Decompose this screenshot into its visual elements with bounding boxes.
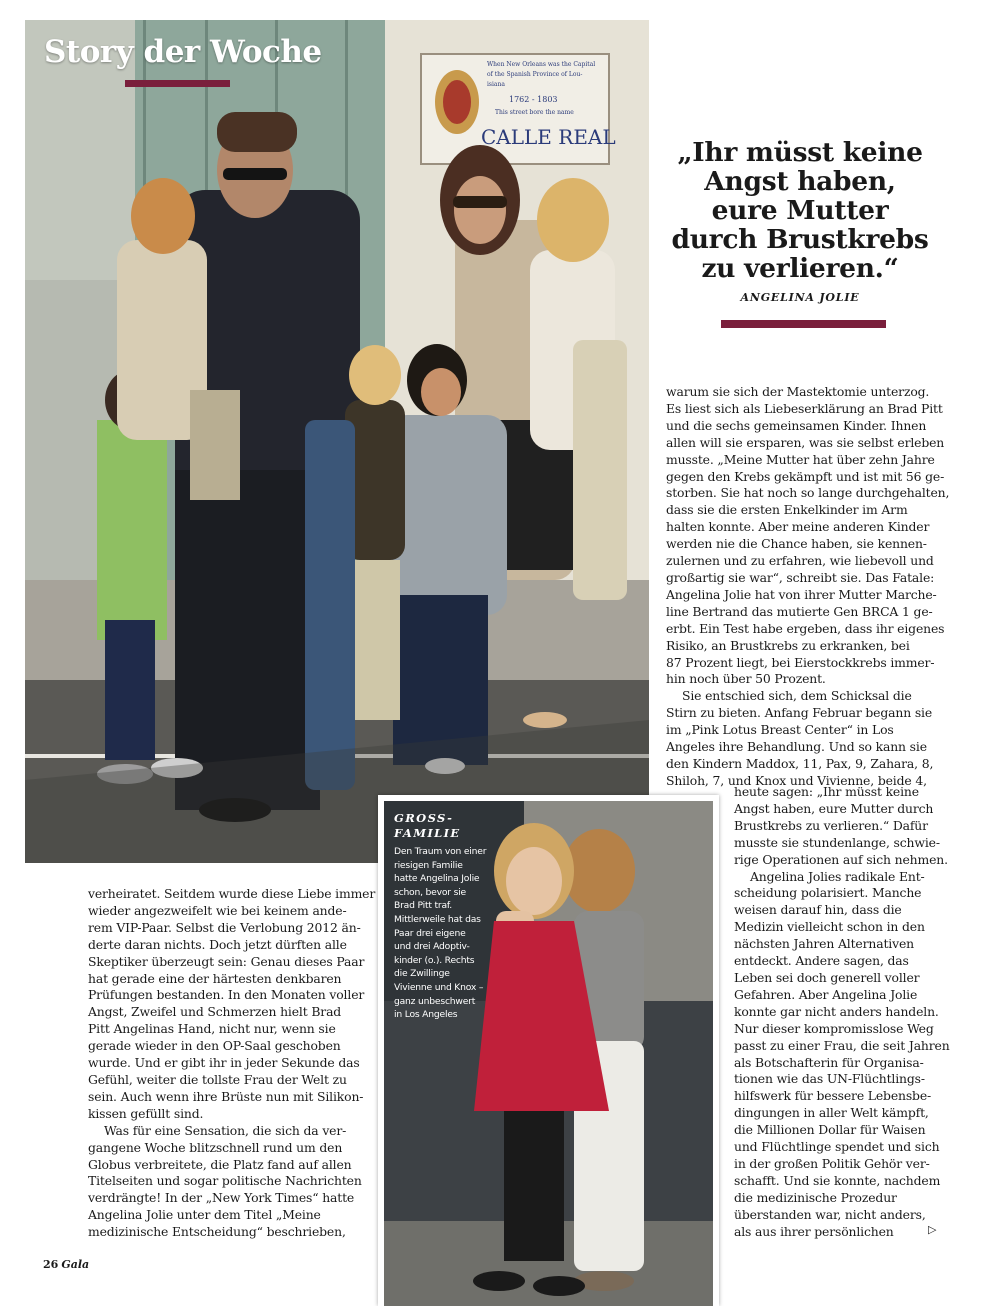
text-line: halten konnte. Aber meine anderen Kinder bbox=[666, 519, 930, 535]
text-line: Globus verbreitete, die Platz fand auf allen bbox=[88, 1156, 352, 1172]
text-line: als Botschafterin für Organisa- bbox=[734, 1054, 924, 1070]
sign-line-4: 1762 - 1803 bbox=[509, 95, 558, 104]
caption-line: kinder (o.). Rechts bbox=[394, 954, 475, 966]
text-line: gegen den Krebs gekämpft und ist mit 56 ge- bbox=[666, 468, 945, 484]
text-line: verdrängte! In der „New York Times“ hatte bbox=[88, 1190, 355, 1206]
text-line: Sie entschied sich, dem Schicksal die bbox=[682, 688, 912, 704]
caption-heading-line: GROSS- bbox=[394, 811, 454, 825]
main-photo bbox=[25, 20, 649, 863]
text-line: medizinische Entscheidung“ beschrieben, bbox=[88, 1224, 346, 1240]
text-line: musste sie stundenlange, schwie- bbox=[734, 834, 940, 850]
text-line: Angelina Jolie hat von ihrer Mutter Marche- bbox=[666, 586, 937, 602]
pull-quote-line: zu verlieren.“ bbox=[701, 253, 899, 284]
text-line: kissen gefüllt sind. bbox=[88, 1105, 204, 1121]
family-street-photo bbox=[25, 20, 649, 863]
caption-line: Den Traum von einer bbox=[394, 846, 487, 857]
caption-line: hatte Angelina Jolie bbox=[394, 873, 480, 885]
text-line: überstanden war, nicht anders, bbox=[734, 1206, 926, 1222]
text-line: großartig sie war“, schreibt sie. Das Fatale: bbox=[666, 569, 935, 585]
text-line: Stirn zu bieten. Anfang Februar begann sie bbox=[666, 705, 933, 721]
pull-quote-line: durch Brustkrebs bbox=[671, 224, 929, 255]
caption-line: schon, bevor sie bbox=[394, 886, 466, 898]
text-line: rige Operationen auf sich nehmen. bbox=[734, 851, 948, 867]
text-line: weisen darauf hin, dass die bbox=[734, 902, 902, 918]
sign-line-2: of the Spanish Province of Lou- bbox=[487, 71, 583, 78]
text-line: sein. Auch wenn ihre Brüste nun mit Silikon- bbox=[88, 1088, 364, 1104]
text-line: wurde. Und er gibt ihr in jeder Sekunde das bbox=[88, 1055, 360, 1071]
paragraph bbox=[666, 688, 946, 789]
text-line: die Millionen Dollar für Waisen bbox=[734, 1122, 926, 1138]
paragraph bbox=[734, 784, 949, 869]
text-line: nächsten Jahren Alternativen bbox=[734, 936, 914, 952]
text-line: den Kindern Maddox, 11, Pax, 9, Zahara, 8, bbox=[666, 755, 934, 771]
text-line: 87 Prozent liegt, bei Eierstockkrebs immer- bbox=[666, 654, 935, 670]
text-line: Skeptiker überzeugt sein: Genau dieses Paar bbox=[88, 953, 365, 969]
text-line: und Flüchtlinge spendet und sich bbox=[734, 1139, 940, 1155]
kicker-underline bbox=[125, 80, 230, 87]
caption-line: in Los Angeles bbox=[394, 1009, 458, 1021]
caption-heading bbox=[394, 811, 461, 841]
text-line: Prüfungen bestanden. In den Monaten voller bbox=[88, 987, 365, 1003]
text-line: dingungen in aller Welt kämpft, bbox=[734, 1105, 929, 1121]
caption-line: und drei Adoptiv- bbox=[394, 941, 470, 953]
text-line: Gefühl, weiter die tollste Frau der Welt zu bbox=[88, 1071, 347, 1087]
text-line: im „Pink Lotus Breast Center“ in Los bbox=[666, 722, 894, 738]
text-line: Risiko, an Brustkrebs zu erkranken, bei bbox=[666, 637, 910, 653]
text-line: scheidung polarisiert. Manche bbox=[734, 885, 922, 901]
caption-line: Mittlerweile hat das bbox=[394, 913, 481, 925]
text-line: wieder angezweifelt wie bei keinem ande- bbox=[88, 902, 347, 918]
text-line: tionen wie das UN-Flüchtlings- bbox=[734, 1071, 925, 1087]
text-line: in der großen Politik Gehör ver- bbox=[734, 1155, 930, 1171]
pull-quote-line: „Ihr müsst keine bbox=[677, 137, 923, 168]
paragraph bbox=[734, 869, 949, 1241]
text-line: heute sagen: „Ihr müsst keine bbox=[734, 784, 919, 799]
text-line: Leben sei doch generell voller bbox=[734, 969, 920, 985]
sign-line-5: This street bore the name bbox=[495, 109, 574, 116]
text-line: als aus ihrer persönlichen bbox=[734, 1223, 894, 1239]
text-line: hat gerade eine der härtesten denkbaren bbox=[88, 970, 342, 986]
text-line: Medizin vielleicht schon in den bbox=[734, 919, 925, 935]
text-line: konnte gar nicht anders handeln. bbox=[734, 1003, 939, 1019]
text-line: Pitt Angelinas Hand, nicht nur, wenn sie bbox=[88, 1021, 336, 1037]
section-kicker: Story der Woche bbox=[44, 34, 322, 70]
text-line: hin noch über 50 Prozent. bbox=[666, 671, 826, 687]
page-folio bbox=[43, 1258, 89, 1271]
text-line: gerade wieder in den OP-Saal geschoben bbox=[88, 1038, 341, 1054]
text-line: rem VIP-Paar. Selbst die Verlobung 2012 än- bbox=[88, 919, 361, 935]
text-line: erbt. Ein Test habe ergeben, dass ihr eigenes bbox=[666, 620, 945, 636]
text-line: Angelina Jolie unter dem Titel „Meine bbox=[88, 1207, 321, 1223]
text-line: hilfswerk für bessere Lebensbe- bbox=[734, 1088, 932, 1104]
pull-quote-line: Angst haben, bbox=[704, 166, 896, 197]
text-line: line Bertrand das mutierte Gen BRCA 1 ge- bbox=[666, 603, 933, 619]
text-line: Was für eine Sensation, die sich da ver- bbox=[104, 1122, 347, 1138]
sign-line-1: When New Orleans was the Capital bbox=[487, 61, 596, 68]
text-line: passt zu einer Frau, die seit Jahren bbox=[734, 1037, 950, 1053]
text-line: dass sie die ersten Enkelkinder im Arm bbox=[666, 502, 908, 518]
text-line: Shiloh, 7, und Knox und Vivienne, beide 4, bbox=[666, 772, 927, 788]
photo-caption bbox=[394, 845, 494, 1022]
caption-line: die Zwillinge bbox=[394, 968, 450, 980]
text-line: schafft. Und sie konnte, nachdem bbox=[734, 1172, 941, 1188]
text-line: Brustkrebs zu verlieren.“ Dafür bbox=[734, 817, 928, 833]
text-line: Angst, Zweifel und Schmerzen hielt Brad bbox=[88, 1004, 342, 1020]
quote-author: ANGELINA JOLIE bbox=[740, 291, 860, 304]
sign-line-6: CALLE REAL bbox=[481, 125, 616, 149]
text-line: Titelseiten und sogar politische Nachrichten bbox=[88, 1173, 362, 1189]
caption-line: ganz unbeschwert bbox=[394, 995, 476, 1007]
magazine-name: Gala bbox=[61, 1258, 90, 1271]
caption-line: Brad Pitt traf. bbox=[394, 900, 452, 912]
text-line: gangene Woche blitzschnell rund um den bbox=[88, 1139, 343, 1155]
body-column-right-lower bbox=[734, 784, 949, 1240]
text-line: zulernen und zu erfahren, wie liebevoll und bbox=[666, 553, 934, 569]
text-line: allen will sie ersparen, was sie selbst erleben bbox=[666, 434, 945, 450]
page-number: 26 bbox=[43, 1258, 59, 1271]
text-line: und die sechs gemeinsamen Kinder. Ihnen bbox=[666, 417, 927, 433]
text-line: Gefahren. Aber Angelina Jolie bbox=[734, 986, 918, 1002]
pull-quote bbox=[665, 138, 935, 283]
paragraph bbox=[88, 1123, 368, 1241]
caption-line: riesigen Familie bbox=[394, 859, 463, 871]
body-column-left bbox=[88, 886, 376, 1241]
text-line: die medizinische Prozedur bbox=[734, 1189, 897, 1205]
pull-quote-line: eure Mutter bbox=[711, 195, 889, 226]
text-line: Angelina Jolies radikale Ent- bbox=[750, 868, 925, 884]
text-line: verheiratet. Seitdem wurde diese Liebe immer bbox=[88, 886, 376, 901]
body-column-right bbox=[666, 384, 950, 790]
caption-line: Vivienne und Knox – bbox=[394, 981, 484, 993]
text-line: derte daran nichts. Doch jetzt dürften alle bbox=[88, 936, 347, 952]
sign-line-3: isiana bbox=[487, 81, 505, 88]
text-line: werden nie die Chance haben, sie kennen- bbox=[666, 536, 927, 552]
text-line: Nur dieser kompromisslose Weg bbox=[734, 1020, 934, 1036]
paragraph bbox=[666, 384, 950, 688]
text-line: entdeckt. Andere sagen, das bbox=[734, 953, 909, 969]
text-line: Angeles ihre Behandlung. Und so kann sie bbox=[666, 739, 927, 755]
paragraph bbox=[88, 886, 376, 1123]
caption-heading-line: FAMILIE bbox=[394, 826, 461, 840]
quote-underline bbox=[721, 320, 886, 328]
caption-line: Paar drei eigene bbox=[394, 927, 466, 939]
text-line: musste. „Meine Mutter hat über zehn Jahre bbox=[666, 451, 935, 467]
text-line: Angst haben, eure Mutter durch bbox=[734, 800, 934, 816]
continue-arrow-icon: ▷ bbox=[928, 1223, 937, 1236]
text-line: Es liest sich als Liebeserklärung an Brad Pitt bbox=[666, 400, 943, 416]
text-line: warum sie sich der Mastektomie unterzog. bbox=[666, 384, 930, 399]
text-line: storben. Sie hat noch so lange durchgehalten, bbox=[666, 485, 950, 501]
